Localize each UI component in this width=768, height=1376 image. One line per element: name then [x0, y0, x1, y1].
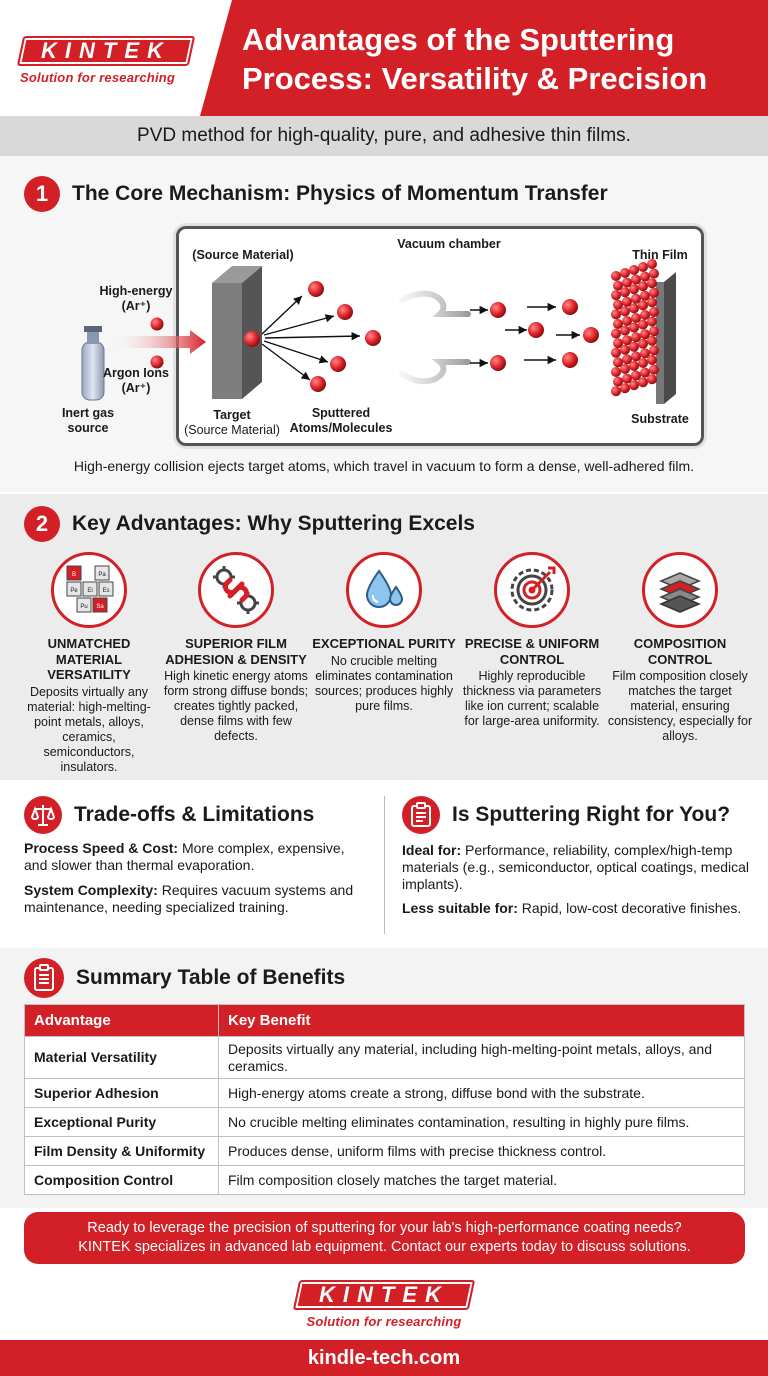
section1-caption: High-energy collision ejects target atoms, which travel in vacuum to form a dense, well-adhered film.: [73, 458, 695, 474]
advantage-desc: High kinetic energy atoms form strong diffuse bonds; creates tightly packed, dense films with few defects.: [163, 669, 309, 743]
header-advantage: Advantage: [25, 1005, 219, 1037]
label-vacuum-chamber: Vacuum chamber: [397, 237, 501, 251]
vacuum-travel-icon: [398, 294, 482, 382]
title-line-2: Process: Versatility & Precision: [242, 61, 708, 96]
periodic-table-icon: [51, 552, 127, 628]
cell-advantage: Exceptional Purity: [25, 1108, 219, 1137]
clipboard-icon: [402, 796, 440, 834]
tradeoffs-title: Trade-offs & Limitations: [74, 803, 315, 826]
clipboard-list-icon: [24, 958, 64, 998]
logo-text: KINTEK: [319, 1282, 449, 1307]
cell-advantage: Material Versatility: [25, 1037, 219, 1079]
element-symbol: B: [71, 572, 77, 578]
label-inert-gas-source: Inert gas source: [61, 406, 115, 435]
cell-benefit: No crucible melting eliminates contamination, resulting in highly pure films.: [219, 1108, 745, 1137]
ideal-for-text: Ideal for: Performance, reliability, complex/high-temp materials (e.g., semiconductor, optical coatings, medical implants).: [402, 842, 750, 892]
logo-text: KINTEK: [41, 38, 171, 63]
column-divider: [384, 796, 385, 934]
right-for-you-title: Is Sputtering Right for You?: [452, 803, 731, 826]
element-symbol: Ei: [87, 588, 93, 594]
advantage-card: [163, 552, 309, 744]
label-source-material-top: (Source Material): [192, 248, 294, 262]
section2-title: Key Advantages: Why Sputtering Excels: [72, 512, 475, 535]
advantage-card: [607, 552, 753, 744]
tradeoff-complexity: System Complexity: Requires vacuum systems and maintenance, needing specialized training.: [24, 882, 354, 915]
ion-beam-arrow: [108, 330, 206, 354]
tradeoffs-heading: [24, 796, 314, 834]
cell-benefit: Deposits virtually any material, including high-melting-point metals, alloys, and ceramics.: [219, 1037, 745, 1079]
less-suitable-text: Less suitable for: Rapid, low-cost decorative finishes.: [402, 900, 742, 916]
section2-heading: [24, 506, 475, 542]
element-symbol: Pa: [98, 572, 106, 578]
cta-line-1: Ready to leverage the precision of sputtering for your lab's high-performance coating needs?: [87, 1220, 682, 1236]
cell-advantage: Film Density & Uniformity: [25, 1137, 219, 1166]
cell-advantage: Composition Control: [25, 1166, 219, 1195]
summary-title: Summary Table of Benefits: [76, 966, 346, 989]
impact-atom: [244, 331, 260, 347]
scale-icon: [24, 796, 62, 834]
droplet-icon: [346, 552, 422, 628]
advantage-desc: Film composition closely matches the target material, ensuring consistency, especially for alloys.: [607, 669, 753, 743]
cell-benefit: High-energy atoms create a strong, diffuse bond with the substrate.: [219, 1079, 745, 1108]
footer-bar: [0, 1340, 768, 1376]
advantage-desc: No crucible melting eliminates contamination sources; produces highly pure films.: [314, 653, 454, 713]
advantage-title: UNMATCHED MATERIAL VERSATILITY: [47, 636, 131, 682]
advantage-card: [459, 552, 605, 729]
summary-table: [24, 1004, 745, 1195]
cell-benefit: Film composition closely matches the target material.: [219, 1166, 745, 1195]
page-title: [242, 20, 762, 98]
label-high-energy: High-energy (Ar⁺): [99, 284, 173, 313]
table-row: [25, 1166, 745, 1195]
advantage-desc: Deposits virtually any material: high-melting-point metals, alloys, ceramics, semiconductors, insulators.: [27, 684, 151, 774]
table-header-row: [25, 1005, 745, 1037]
label-target: Target (Source Material): [184, 408, 280, 437]
contact-cta-banner[interactable]: [24, 1212, 745, 1264]
table-row: [25, 1108, 745, 1137]
target-icon: [494, 552, 570, 628]
tradeoff-speed-cost: Process Speed & Cost: More complex, expensive, and slower than thermal evaporation.: [24, 840, 345, 873]
header-key-benefit: Key Benefit: [219, 1005, 745, 1037]
kintek-logo[interactable]: [20, 36, 200, 92]
logo-tagline: Solution for researching: [306, 1314, 462, 1329]
advantage-desc: Highly reproducible thickness via parameters like ion current; scalable for large-area uniformity.: [462, 669, 602, 728]
label-argon-ions: Argon Ions (Ar⁺): [103, 366, 169, 395]
label-thin-film: Thin Film: [632, 248, 688, 262]
advantage-card: [16, 552, 162, 775]
advantage-title: COMPOSITION CONTROL: [633, 636, 727, 667]
label-substrate: Substrate: [631, 412, 689, 426]
cta-line-2: KINTEK specializes in advanced lab equipment. Contact our experts today to discuss solutions.: [78, 1239, 691, 1255]
advantage-title: EXCEPTIONAL PURITY: [312, 636, 456, 651]
section1-title: The Core Mechanism: Physics of Momentum Transfer: [72, 182, 608, 205]
page-subtitle: PVD method for high-quality, pure, and adhesive thin films.: [137, 125, 631, 146]
title-line-1: Advantages of the Sputtering: [242, 22, 675, 57]
kintek-logo-footer[interactable]: [292, 1280, 476, 1329]
section2-number: 2: [24, 506, 60, 542]
element-symbol: Sa: [96, 604, 104, 610]
section1-number: 1: [24, 176, 60, 212]
table-row: [25, 1037, 745, 1079]
label-sputtered-atoms: Sputtered Atoms/Molecules: [289, 406, 393, 435]
summary-heading: [24, 958, 345, 998]
element-symbol: Es: [102, 588, 110, 594]
cell-benefit: Produces dense, uniform films with precise thickness control.: [219, 1137, 745, 1166]
advantage-title: SUPERIOR FILM ADHESION & DENSITY: [165, 636, 307, 667]
table-row: [25, 1137, 745, 1166]
layers-icon: [642, 552, 718, 628]
element-symbol: Pu: [80, 604, 88, 610]
table-row: [25, 1079, 745, 1108]
gear-link-icon: [198, 552, 274, 628]
advantage-title: PRECISE & UNIFORM CONTROL: [464, 636, 600, 667]
header: [0, 0, 768, 116]
cell-advantage: Superior Adhesion: [25, 1079, 219, 1108]
subtitle-bar: [0, 116, 768, 156]
right-for-you-heading: [402, 796, 730, 834]
substrate-block: [656, 272, 676, 404]
logo-tagline: Solution for researching: [20, 70, 176, 85]
deposition-arrows: [470, 307, 580, 363]
advantage-card: [311, 552, 457, 714]
website-link[interactable]: kindle-tech.com: [307, 1346, 461, 1369]
argon-ion-atom: [151, 318, 164, 331]
element-symbol: Pe: [70, 588, 78, 594]
thin-film-atoms: [611, 259, 659, 396]
